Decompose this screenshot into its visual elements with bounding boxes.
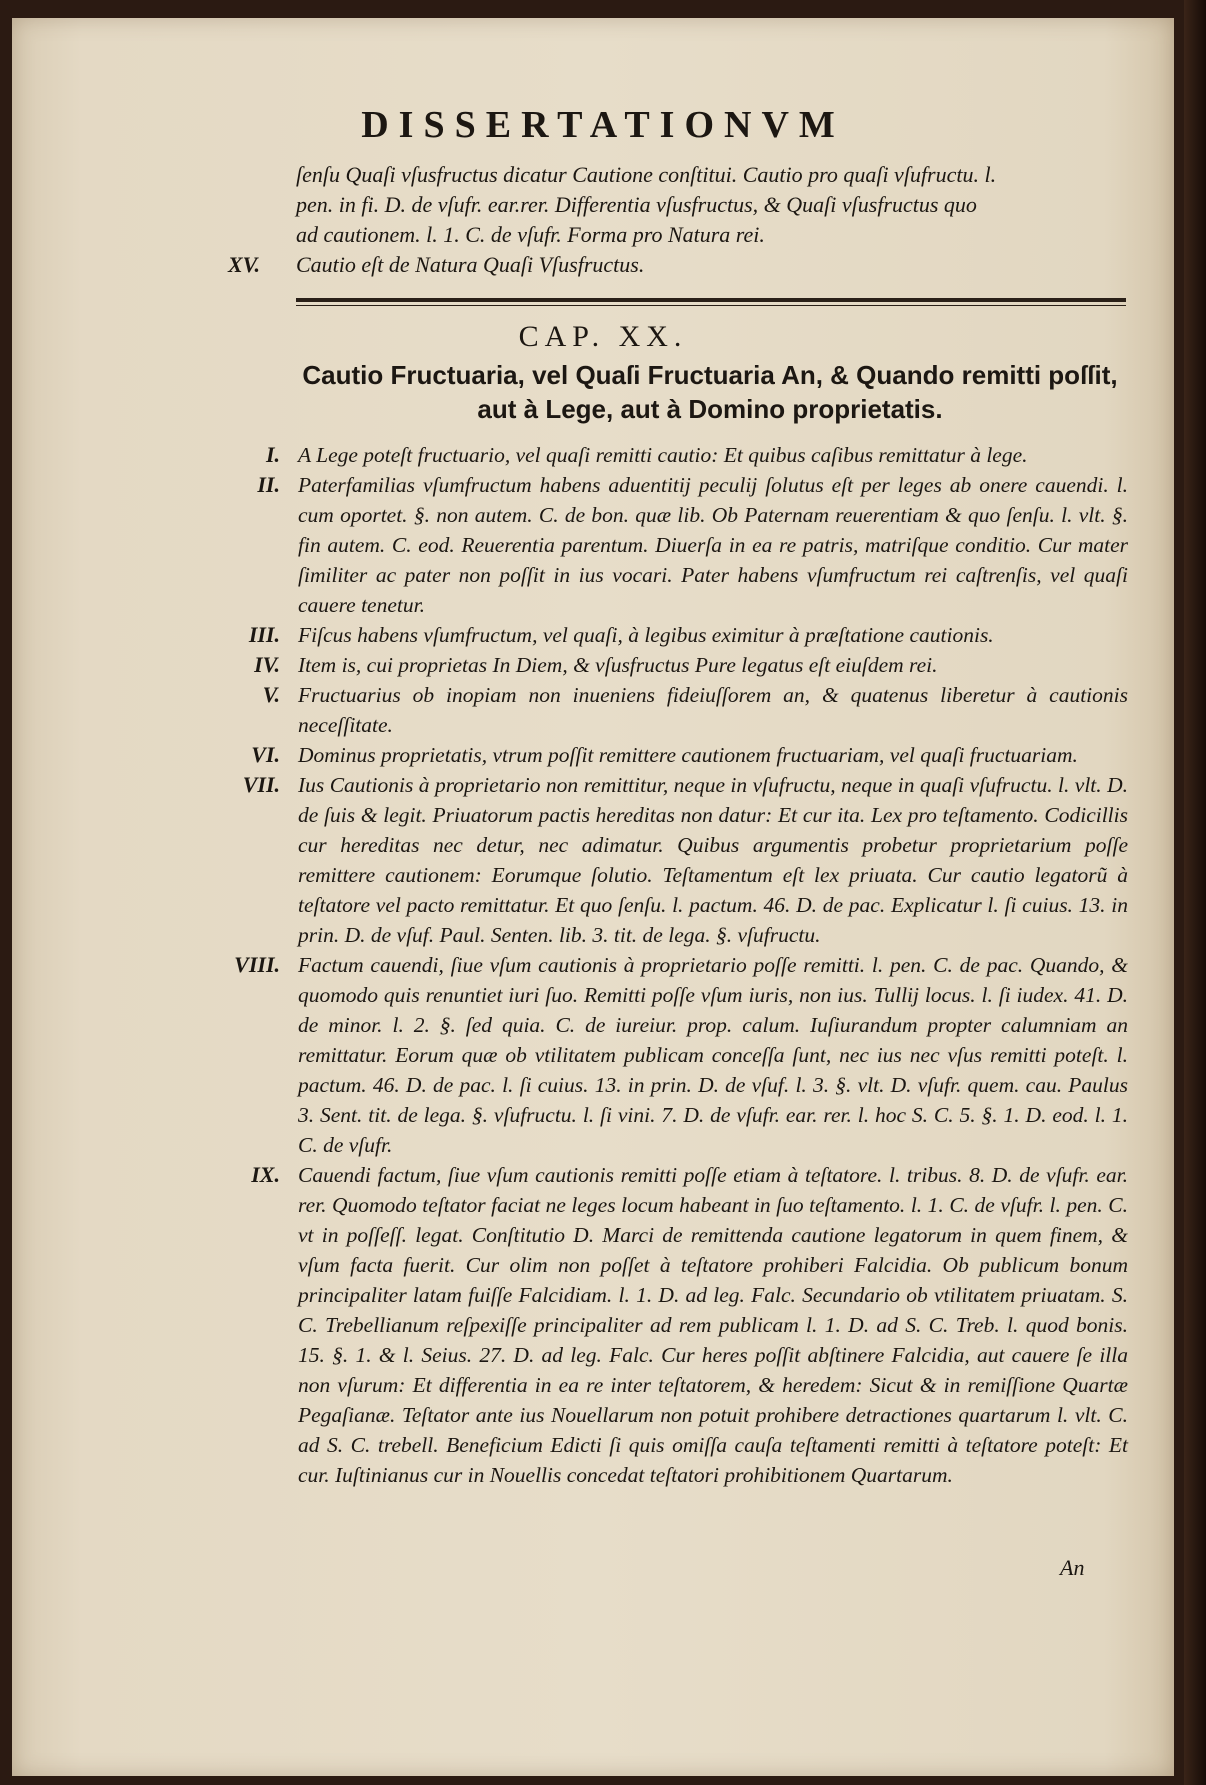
section-number: V.	[262, 682, 280, 707]
section-number: III.	[248, 622, 280, 647]
section-number: VI.	[251, 742, 280, 767]
intro-line-1: ſenſu Quaſi vſusfructus dicatur Cautione conſtitui. Cautio pro quaſi vſufructu. l.	[296, 162, 997, 187]
section-item	[214, 1160, 1134, 1490]
section-item	[214, 470, 1134, 620]
section-text: Item is, cui proprietas In Diem, & vſusfructus Pure legatus eſt eiuſdem rei.	[298, 653, 938, 677]
running-header: DISSERTATIONVM	[361, 104, 845, 146]
section-item	[214, 680, 1134, 740]
section-number: VII.	[242, 772, 280, 797]
section-xv-text: Cautio eſt de Natura Quaſi Vſusfructus.	[296, 252, 645, 277]
section-number: VIII.	[234, 952, 280, 977]
divider-rule	[296, 298, 1126, 302]
section-item	[214, 650, 1134, 680]
chapter-summary	[214, 440, 1134, 1490]
section-text: Ius Cautionis à proprietario non remittitur, neque in vſufructu, neque in quaſi vſufructu. l. vlt. D. de ſuis & legit. Priuatorum pactis hereditas non datur: Et cur ita. Lex pro teſtamento. Codicillis cur hereditas nec detur, nec adimatur. Quibus argumentis probetur proprietarium poſſe remittere cautionem: Eorumque ſolutio. Teſtamentum eſt lex priuata. Cur cautio legatorũ à teſtatore vel pacto remittatur. Et quo ſenſu. l. pactum. 46. D. de pac. Explicatur l. ſi cuius. 13. in prin. D. de vſuf. Paul. Senten. lib. 3. tit. de lega. §. vſufructu.	[298, 773, 1128, 947]
section-text: Paterfamilias vſumfructum habens aduentitij peculij ſolutus eſt per leges ab onere cauendi. l. cum oportet. §. non autem. C. de bon. quæ lib. Ob Paternam reuerentiam & quo ſenſu. l. vlt. §. fin autem. C. eod. Reuerentia parentum. Diuerſa in ea re patris, matriſque conditio. Cur mater ſimiliter ac pater non poſſit in ius vocari. Pater habens vſumfructum rei caſtrenſis, vel quaſi cauere tenetur.	[298, 473, 1128, 617]
section-xv	[228, 250, 1128, 280]
section-number: I.	[265, 442, 280, 467]
section-text: Fiſcus habens vſumfructum, vel quaſi, à legibus eximitur à præſtatione cautionis.	[298, 623, 994, 647]
continued-text	[296, 160, 1126, 250]
section-text: Cauendi factum, ſiue vſum cautionis remitti poſſe etiam à teſtatore. l. tribus. 8. D. de vſufr. ear. rer. Quomodo teſtator faciat ne leges locum habeant in ſuo teſtamento. l. 1. C. de vſufr. l. pen. C. vt in poſſeſſ. legat. Conſtitutio D. Marci de remittenda cautione legatorum in quem finem, & vſum facta fuerit. Cur olim non poſſet à teſtatore prohiberi Falcidia. Ob publicum bonum principaliter latam fuiſſe Falcidiam. l. 1. D. ad leg. Falc. Secundario ob vtilitatem priuatam. S. C. Trebellianum reſpexiſſe principaliter ad rem publicam l. 1. D. ad S. C. Treb. l. quod bonis. 15. §. 1. & l. Seius. 27. D. ad leg. Falc. Cur heres poſſit abſtinere Falcidia, aut cauere ſe illa non vſurum: Et differentia in ea re inter teſtatorem, & heredem: Sicut & in remiſſione Quartæ Pegaſianæ. Teſtator ante ius Nouellarum non potuit prohibere detractiones quartarum l. vlt. C. ad S. C. trebell. Beneficium Edicti ſi quis omiſſa cauſa teſtamenti remitti à teſtatore poteſt: Et cur. Iuſtinianus cur in Nouellis concedat teſtatori prohibitionem Quartarum.	[298, 1163, 1128, 1487]
chapter-title-line-2: aut à Lege, aut à Domino proprietatis.	[477, 394, 943, 424]
intro-line-2: pen. in fi. D. de vſufr. ear.rer. Differentia vſusfructus, & Quaſi vſusfructus quo	[296, 192, 977, 217]
chapter-number: CAP. XX.	[518, 320, 688, 353]
chapter-title-line-1: Cautio Fructuaria, vel Quaſi Fructuaria An, & Quando remitti poſſit,	[302, 360, 1118, 390]
catchword: An	[1060, 1555, 1085, 1580]
book-spine	[1184, 0, 1206, 1785]
section-text: Factum cauendi, ſiue vſum cautionis à proprietario poſſe remitti. l. pen. C. de pac. Quando, & quomodo quis renuntiet iuri ſuo. Remitti poſſe vſum iuris, non ius. Tullij locus. l. ſi iudex. 41. D. de minor. l. 2. §. ſed quia. C. de iureiur. prop. calum. Iuſiurandum propter calumniam an remittatur. Eorum quæ ob vtilitatem publicam conceſſa ſunt, nec ius nec vſus remitti poteſt. l. pactum. 46. D. de pac. l. ſi cuius. 13. in prin. D. de vſuf. l. 3. §. vlt. D. vſufr. quem. cau. Paulus 3. Sent. tit. de lega. §. vſufructu. l. ſi vini. 7. D. de vſufr. ear. rer. l. hoc S. C. 5. §. 1. D. eod. l. 1. C. de vſufr.	[298, 953, 1128, 1157]
section-number: IV.	[254, 652, 280, 677]
section-text: Dominus proprietatis, vtrum poſſit remittere cautionem fructuariam, vel quaſi fructuariam.	[298, 743, 1078, 767]
section-item	[214, 620, 1134, 650]
section-item	[214, 770, 1134, 950]
section-item	[214, 950, 1134, 1160]
section-xv-number: XV.	[228, 252, 261, 277]
section-text: A Lege poteſt fructuario, vel quaſi remitti cautio: Et quibus caſibus remittatur à lege.	[298, 443, 1028, 467]
section-item	[214, 740, 1134, 770]
section-text: Fructuarius ob inopiam non inueniens fideiuſſorem an, & quatenus liberetur à cautionis neceſſitate.	[298, 683, 1128, 737]
section-number: II.	[257, 472, 280, 497]
divider-rule-thin	[296, 305, 1126, 306]
intro-line-3: ad cautionem. l. 1. C. de vſufr. Forma pro Natura rei.	[296, 222, 765, 247]
chapter-title	[290, 358, 1130, 426]
section-number: IX.	[251, 1162, 280, 1187]
section-item	[214, 440, 1134, 470]
